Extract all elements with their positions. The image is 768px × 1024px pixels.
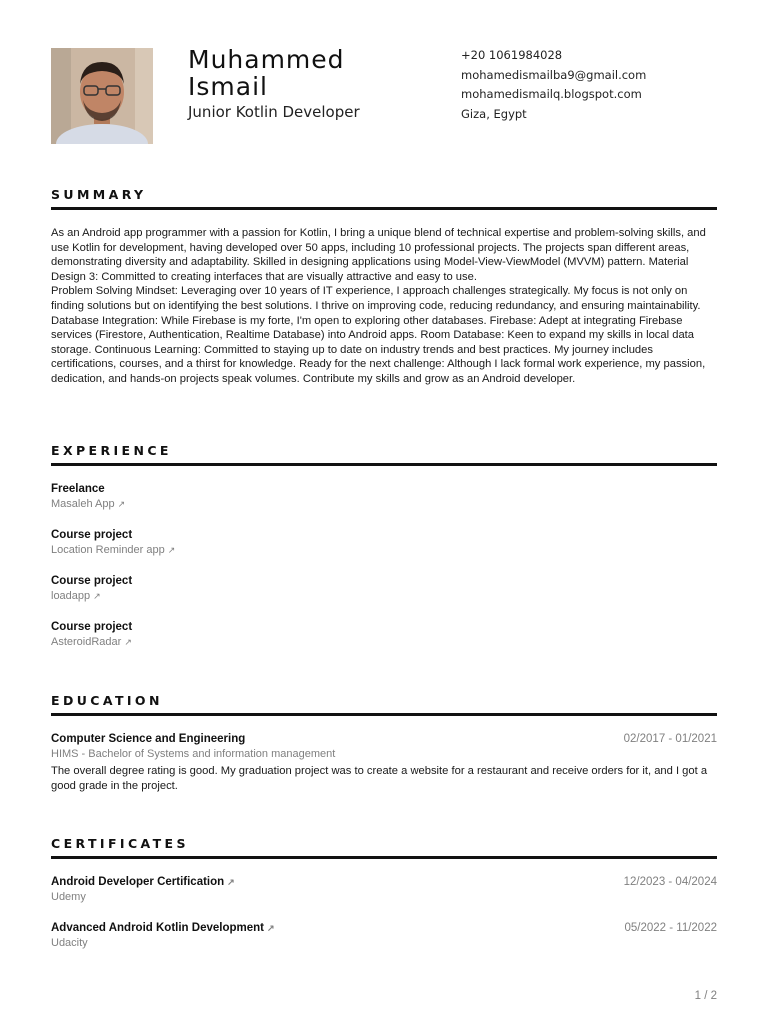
section-divider <box>51 856 717 859</box>
summary-paragraph: As an Android app programmer with a passion for Kotlin, I bring a unique blend of technical expertise and problem-solving skills, and use Kotlin for development, having developed over 50 apps, including 10 professional projects. The projects span different areas, demonstrating diversity and adaptability. Skilled in designing applications using Model-View-ViewModel (MVVM) pattern. Material Design 3: Committed to creating interfaces that are visually attractive and easy to use. <box>51 227 706 283</box>
page-number: 1 / 2 <box>694 990 717 1002</box>
certificate-issuer: Udemy <box>51 891 86 903</box>
profile-photo <box>51 48 153 144</box>
certificate-link[interactable] <box>51 875 235 890</box>
section-title-experience: EXPERIENCE <box>51 443 172 458</box>
education-dates: 02/2017 - 01/2021 <box>623 733 717 745</box>
candidate-name: Muhammed Ismail <box>188 45 345 101</box>
education-description: The overall degree rating is good. My graduation project was to create a website for a restaurant and receive orders for it, and I got a good grade in the project. <box>51 765 708 792</box>
experience-project[interactable]: Masaleh App <box>51 498 115 510</box>
summary-paragraph: Problem Solving Mindset: Leveraging over 10 years of IT experience, I approach challenges strategically. My focus is not only on finding solutions but on identifying the best solutions. I thrive on improving code, reducing redundancy, and ensuring maintainability. Database Integration: While Firebase is my forte, I'm open to exploring other databases. Firebase: Adept at integrating Firebase services (Firestore, Authentication, Realtime Database) into Android apps. Room Database: Keen to expand my skills in local data storage. Continuous Learning: Committed to staying up to date on industry trends and best practices. My journey includes certifications, courses, and a thirst for knowledge. Ready for the next challenge: Although I lack formal work experience, my passion, dedication, and hands-on projects speak volumes. Contribute my skills and grow as an Android developer. <box>51 285 706 385</box>
section-divider <box>51 207 717 210</box>
external-link-icon[interactable]: ↗ <box>227 877 235 887</box>
education-header <box>51 732 717 747</box>
external-link-icon[interactable]: ↗ <box>93 591 101 601</box>
certificate-dates: 05/2022 - 11/2022 <box>624 922 717 934</box>
experience-role: Course project <box>51 575 133 587</box>
certificate-header <box>51 921 717 936</box>
experience-project-link[interactable] <box>51 543 717 558</box>
experience-project[interactable]: AsteroidRadar <box>51 636 122 648</box>
section-title-certificates: CERTIFICATES <box>51 836 189 851</box>
external-link-icon[interactable]: ↗ <box>167 545 176 555</box>
section-title-education: EDUCATION <box>51 693 163 708</box>
experience-role: Course project <box>51 529 133 541</box>
certificates-section <box>51 835 717 951</box>
education-section <box>51 692 717 793</box>
summary-section <box>51 186 717 387</box>
section-divider <box>51 713 717 716</box>
certificate-item <box>51 921 717 951</box>
profile-photo-image <box>51 48 153 144</box>
experience-item <box>51 620 717 650</box>
contact-info <box>461 46 646 124</box>
experience-role: Freelance <box>51 483 105 495</box>
education-degree: Computer Science and Engineering <box>51 733 246 745</box>
candidate-role: Junior Kotlin Developer <box>188 103 360 121</box>
certificate-dates: 12/2023 - 04/2024 <box>623 876 717 888</box>
contact-location: Giza, Egypt <box>461 106 527 121</box>
certificate-name[interactable]: Advanced Android Kotlin Development <box>51 922 264 934</box>
education-item <box>51 732 717 793</box>
section-divider <box>51 463 717 466</box>
experience-item <box>51 574 717 604</box>
experience-role: Course project <box>51 621 133 633</box>
summary-text <box>51 226 717 387</box>
experience-project[interactable]: loadapp <box>51 590 91 602</box>
experience-project-link[interactable] <box>51 497 717 512</box>
experience-item <box>51 528 717 558</box>
education-school: HIMS - Bachelor of Systems and information management <box>51 748 336 760</box>
experience-project-link[interactable] <box>51 635 717 650</box>
certificate-header <box>51 875 717 890</box>
certificate-name[interactable]: Android Developer Certification <box>51 876 225 888</box>
certificate-item <box>51 875 717 905</box>
experience-item <box>51 482 717 512</box>
experience-project-link[interactable] <box>51 589 717 604</box>
contact-email[interactable]: mohamedismailba9@gmail.com <box>461 67 647 82</box>
certificate-link[interactable] <box>51 921 275 936</box>
contact-website[interactable]: mohamedismailq.blogspot.com <box>461 87 642 101</box>
section-title-summary: SUMMARY <box>51 187 147 202</box>
experience-section <box>51 442 717 650</box>
contact-phone[interactable]: +20 1061984028 <box>461 48 563 62</box>
certificate-issuer: Udacity <box>51 937 88 949</box>
experience-project[interactable]: Location Reminder app <box>51 544 165 556</box>
external-link-icon[interactable]: ↗ <box>117 499 126 509</box>
external-link-icon[interactable]: ↗ <box>266 923 275 933</box>
external-link-icon[interactable]: ↗ <box>124 637 132 647</box>
